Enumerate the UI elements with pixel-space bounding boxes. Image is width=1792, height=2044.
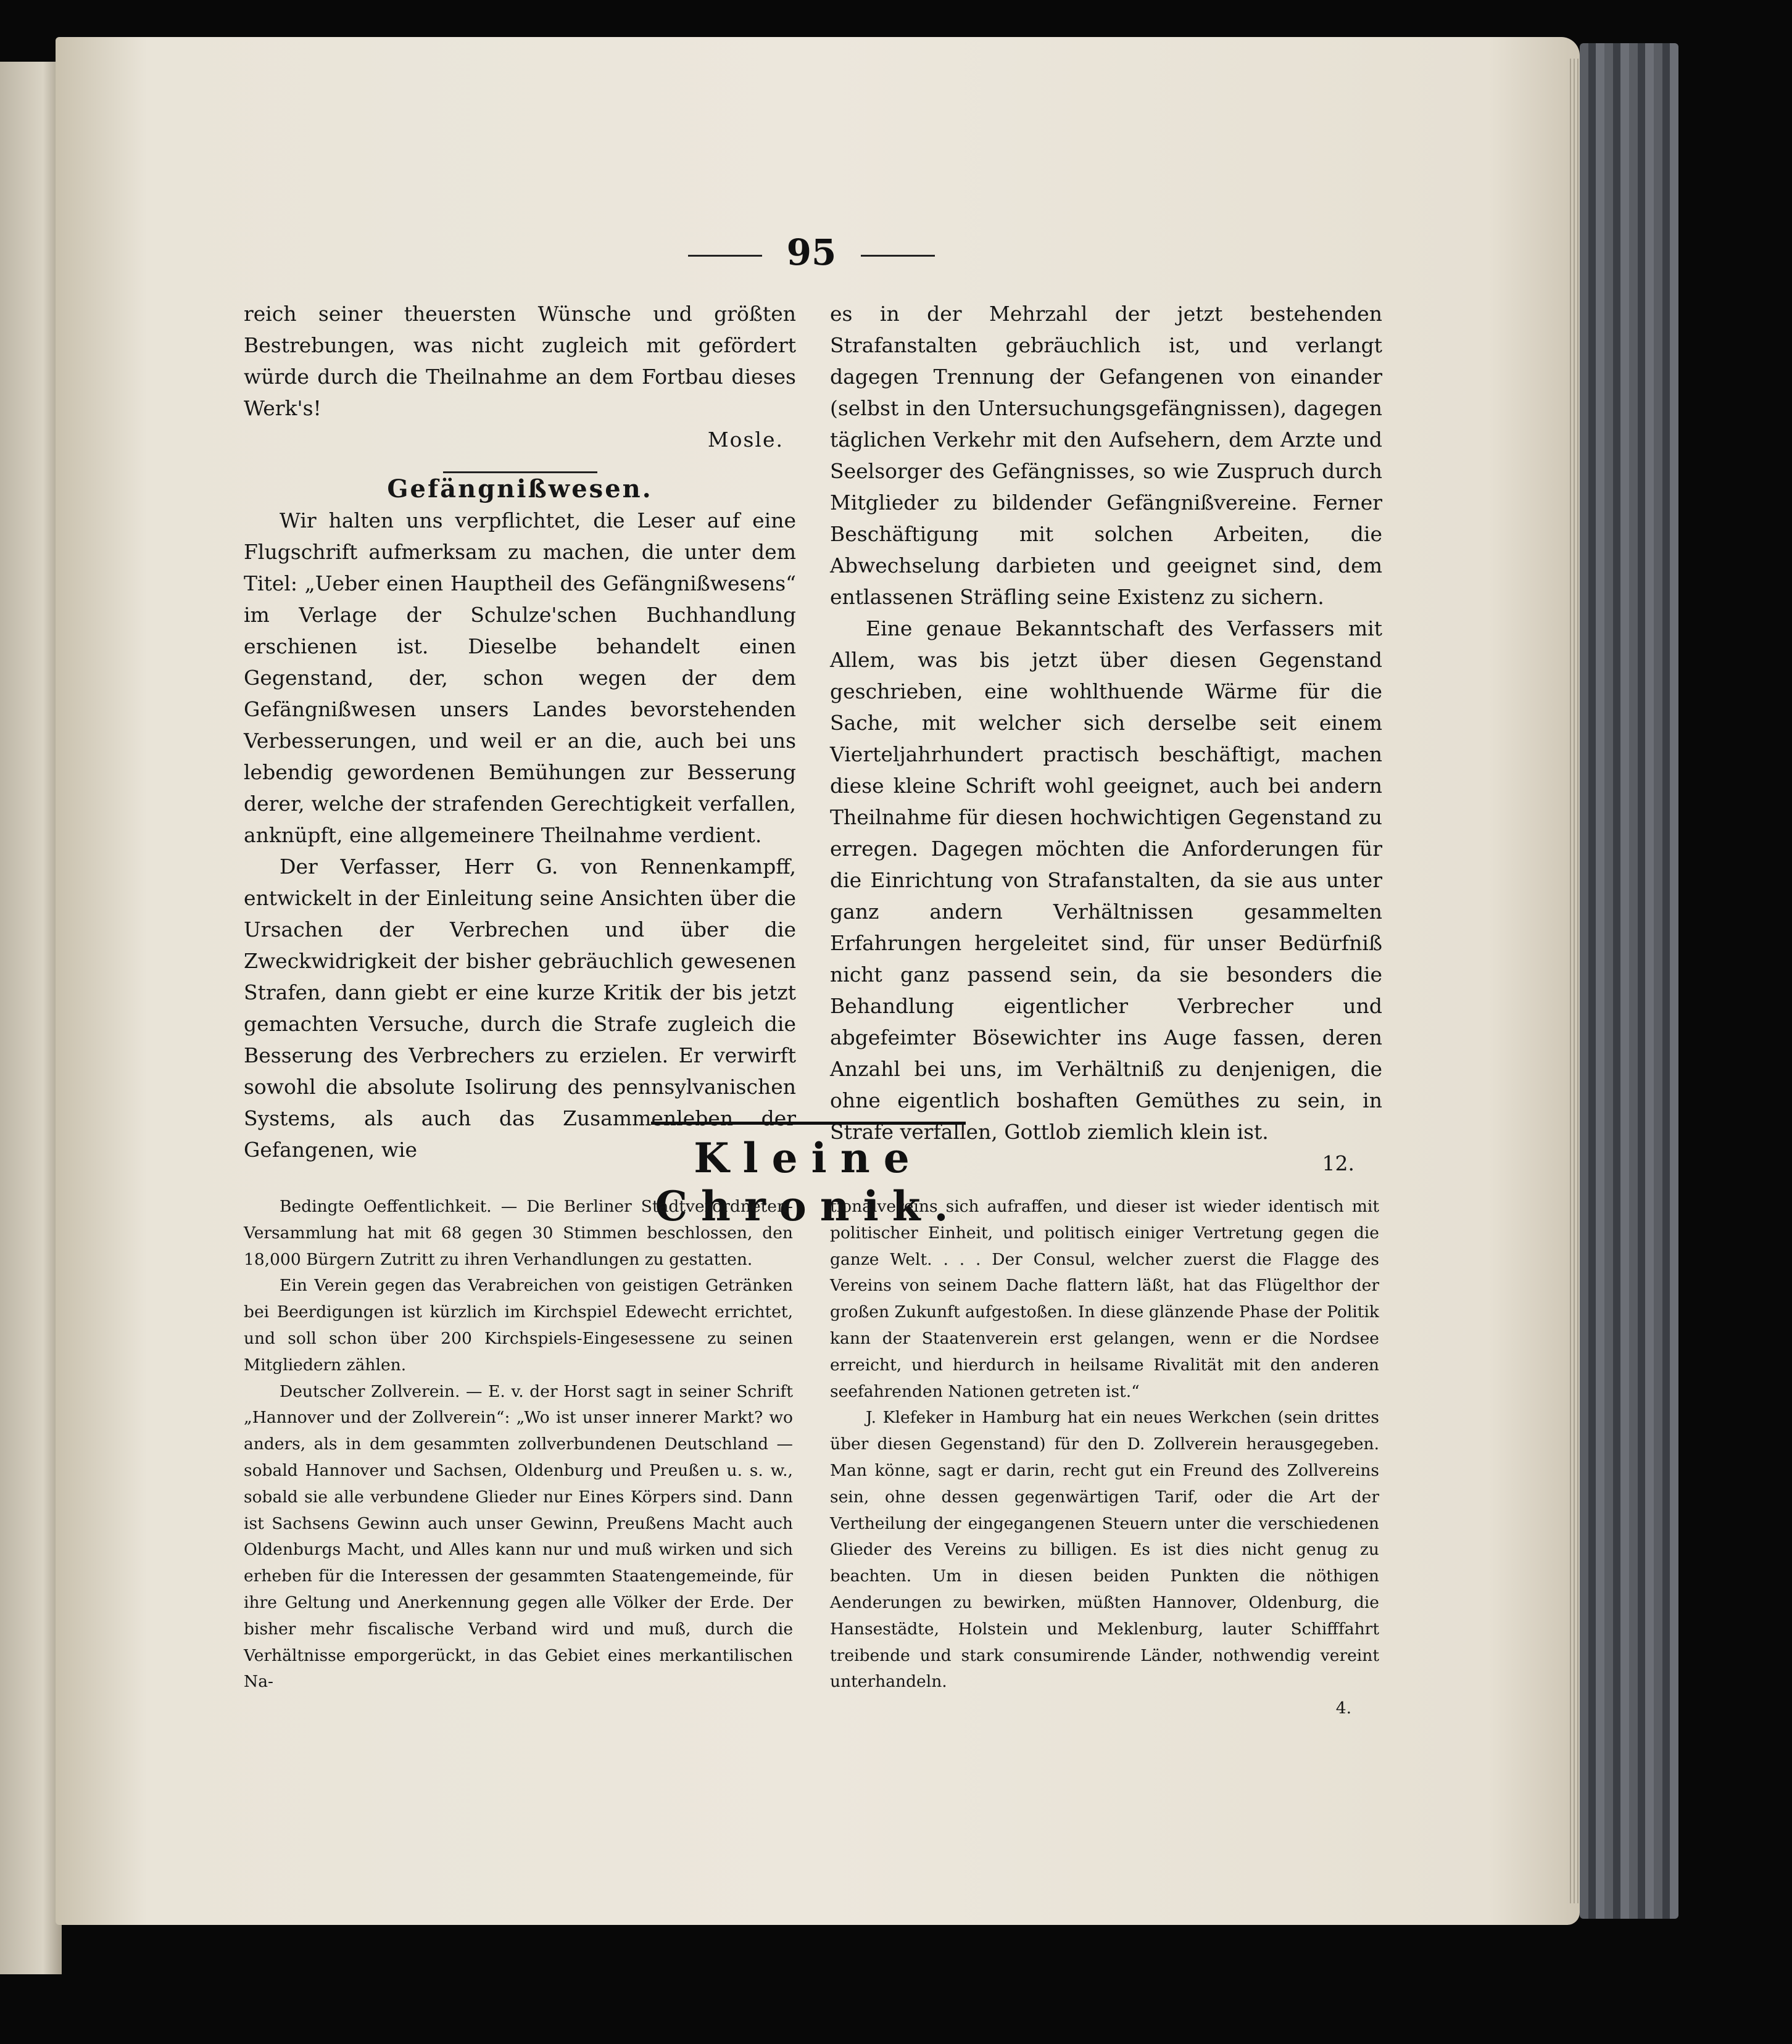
article-paragraph: es in der Mehrzahl der jetzt bestehenden Strafanstalten gebräuchlich ist, und verlangt dagegen Trennung der Gefangenen von einander (selbst in den Untersuchungsgefängnissen), dagegen täglichen Verkehr mit den Aufsehern, dem Arzte und Seelsorger des Gefängnisses, so wie Zuspruch durch Mitglieder zu bildender Gefängnißvereine. Ferner Beschäftigung mit solchen Arbeiten, die Abwechselung darbieten und geeignet sind, dem entlassenen Sträfling seine Existenz zu sichern. bbox=[830, 302, 1382, 609]
news-item: Bedingte Oeffentlichkeit. — Die Berliner Stadtverordneten-Versammlung hat mit 68 gegen 30 Stimmen beschlossen, den 18,000 Bürgern Zutritt zu ihren Verhandlungen zu gestatten. bbox=[244, 1197, 793, 1269]
news-item: tionalvereins sich aufraffen, und dieser ist wieder identisch mit politischer Einheit, und politisch einiger Vertretung gegen die ganze Welt. . . . Der Consul, welcher zuerst die Flagge des Vereins von seinem Dache flattern läßt, hat das Flügelthor der großen Zukunft aufgestoßen. In diese glänzende Phase der Politik kann der Staatenverein erst gelangen, wenn er die Nordsee erreicht, und hierdurch in heilsame Rivalität mit den anderen seefahrenden Nationen getreten ist.“ bbox=[830, 1197, 1379, 1401]
chronicle-right-column bbox=[830, 1194, 1379, 1722]
news-item: J. Klefeker in Hamburg hat ein neues Werkchen (sein drittes über diesen Gegenstand) für den D. Zollverein herausgegeben. Man könne, sagt er darin, recht gut ein Freund des Zollvereins sein, ohne dessen gegenwärtigen Tarif, oder die Art der Vertheilung der eingegangenen Steuern unter die verschiedenen Glieder des Vereins zu billigen. Es ist dies nicht genug zu beachten. Um in diesen beiden Punkten die nöthigen Aenderungen zu bewirken, müßten Hannover, Oldenburg, die Hansestädte, Holstein und Meklenburg, lauter Schifffahrt treibende und stark consumirende Länder, nothwendig vereint unterhandeln. bbox=[830, 1408, 1379, 1692]
right-column bbox=[830, 298, 1382, 1179]
page-number: 95 bbox=[645, 231, 978, 273]
news-item: Deutscher Zollverein. — E. v. der Horst sagt in seiner Schrift „Hannover und der Zollverein“: „Wo ist unser innerer Markt? wo anders, als in dem gesammten zollverbundenen Deutschland — sobald Hannover und Sachsen, Oldenburg und Preußen u. s. w., sobald sie alle verbundene Glieder nur Eines Körpers sind. Dann ist Sachsens Gewinn auch unser Gewinn, Preußens Macht auch Oldenburgs Macht, und Alles kann nur und muß wirken und sich erheben für die Interessen der gesammten Staatengemeinde, für ihre Geltung und Anerkennung gegen alle Völker der Erde. Der bisher mehr fiscalische Verband wird und muß, durch die Verhältnisse emporgerückt, in das Gebiet eines merkantilischen Na- bbox=[244, 1381, 793, 1692]
article-paragraph: Wir halten uns verpflichtet, die Leser auf eine Flugschrift aufmerksam zu machen, die unter dem Titel: „Ueber einen Hauptheil des Gefängnißwesens“ im Verlage der Schulze'schen Buchhandlung erschienen ist. Dieselbe behandelt einen Gegenstand, der, schon wegen der dem Gefängnißwesen unsers Landes bevorstehenden Verbesserungen, und weil er an die, auch bei uns lebendig gewordenen Bemühungen zur Besserung derer, welche der strafenden Gerechtigkeit verfallen, anknüpft, eine allgemeinere Theilnahme verdient. bbox=[244, 508, 796, 847]
paragraph-text: Eine genaue Bekanntschaft des Verfassers mit Allem, was bis jetzt über diesen Gegenstand geschrieben, eine wohlthuende Wärme für die Sache, mit welcher sich derselbe seit einem Vierteljahrhundert practisch beschäftigt, machen diese kleine Schrift wohl geeignet, auch bei andern Theilnahme für diesen hochwichtigen Gegenstand zu erregen. Dagegen möchten die Anforderungen für die Einrichtung von Strafanstalten, da sie aus unter ganz andern Verhältnissen gesammelten Erfahrungen hergeleitet sind, für unser Bedürfniß nicht ganz passend sein, da sie besonders die Behandlung eigentlicher Verbrecher und abgefeimter Bösewichter ins Auge fassen, deren Anzahl bei uns, im Verhältniß zu denjenigen, die ohne eigentlich boshaften Gemüthes zu sein, in Strafe verfallen, Gottlob ziemlich klein ist. bbox=[830, 616, 1382, 1144]
section-title: Gefängnißwesen. bbox=[387, 474, 653, 503]
news-item: Ein Verein gegen das Verabreichen von geistigen Getränken bei Beerdigungen ist kürzlich im Kirchspiel Edewecht errichtet, und soll schon über 200 Kirchspiels-Eingesessene zu seinen Mitgliedern zählen. bbox=[244, 1276, 793, 1375]
left-column bbox=[244, 298, 796, 1165]
intro-paragraph: reich seiner theuersten Wünsche und größten Bestrebungen, was nicht zugleich mit gefördert würde durch die Theilnahme an dem Fortbau dieses Werk's! bbox=[244, 302, 796, 420]
author-mark: 12. bbox=[1322, 1151, 1354, 1175]
article-paragraph: Der Verfasser, Herr G. von Rennenkampff, entwickelt in der Einleitung seine Ansichten über die Ursachen der Verbrechen und über die Zweckwidrigkeit der bisher gebräuchlich gewesenen Strafen, dann giebt er eine kurze Kritik der bis jetzt gemachten Versuche, durch die Strafe zugleich die Besserung des Verbrechers zu erzielen. Er verwirft sowohl die absolute Isolirung des pennsylvanischen Systems, als auch das Zusammenleben der Gefangenen, wie bbox=[244, 854, 796, 1162]
left-page-edge bbox=[0, 62, 62, 1974]
article-paragraph bbox=[830, 613, 1382, 1148]
signature: Mosle. bbox=[707, 428, 784, 452]
book-cover-edge bbox=[1580, 43, 1678, 1919]
chronicle-title: Kleine Chronik. bbox=[655, 1134, 962, 1230]
chronicle-left-column bbox=[244, 1194, 793, 1695]
author-mark: 4. bbox=[1335, 1699, 1351, 1718]
chronicle-rule bbox=[651, 1122, 966, 1125]
